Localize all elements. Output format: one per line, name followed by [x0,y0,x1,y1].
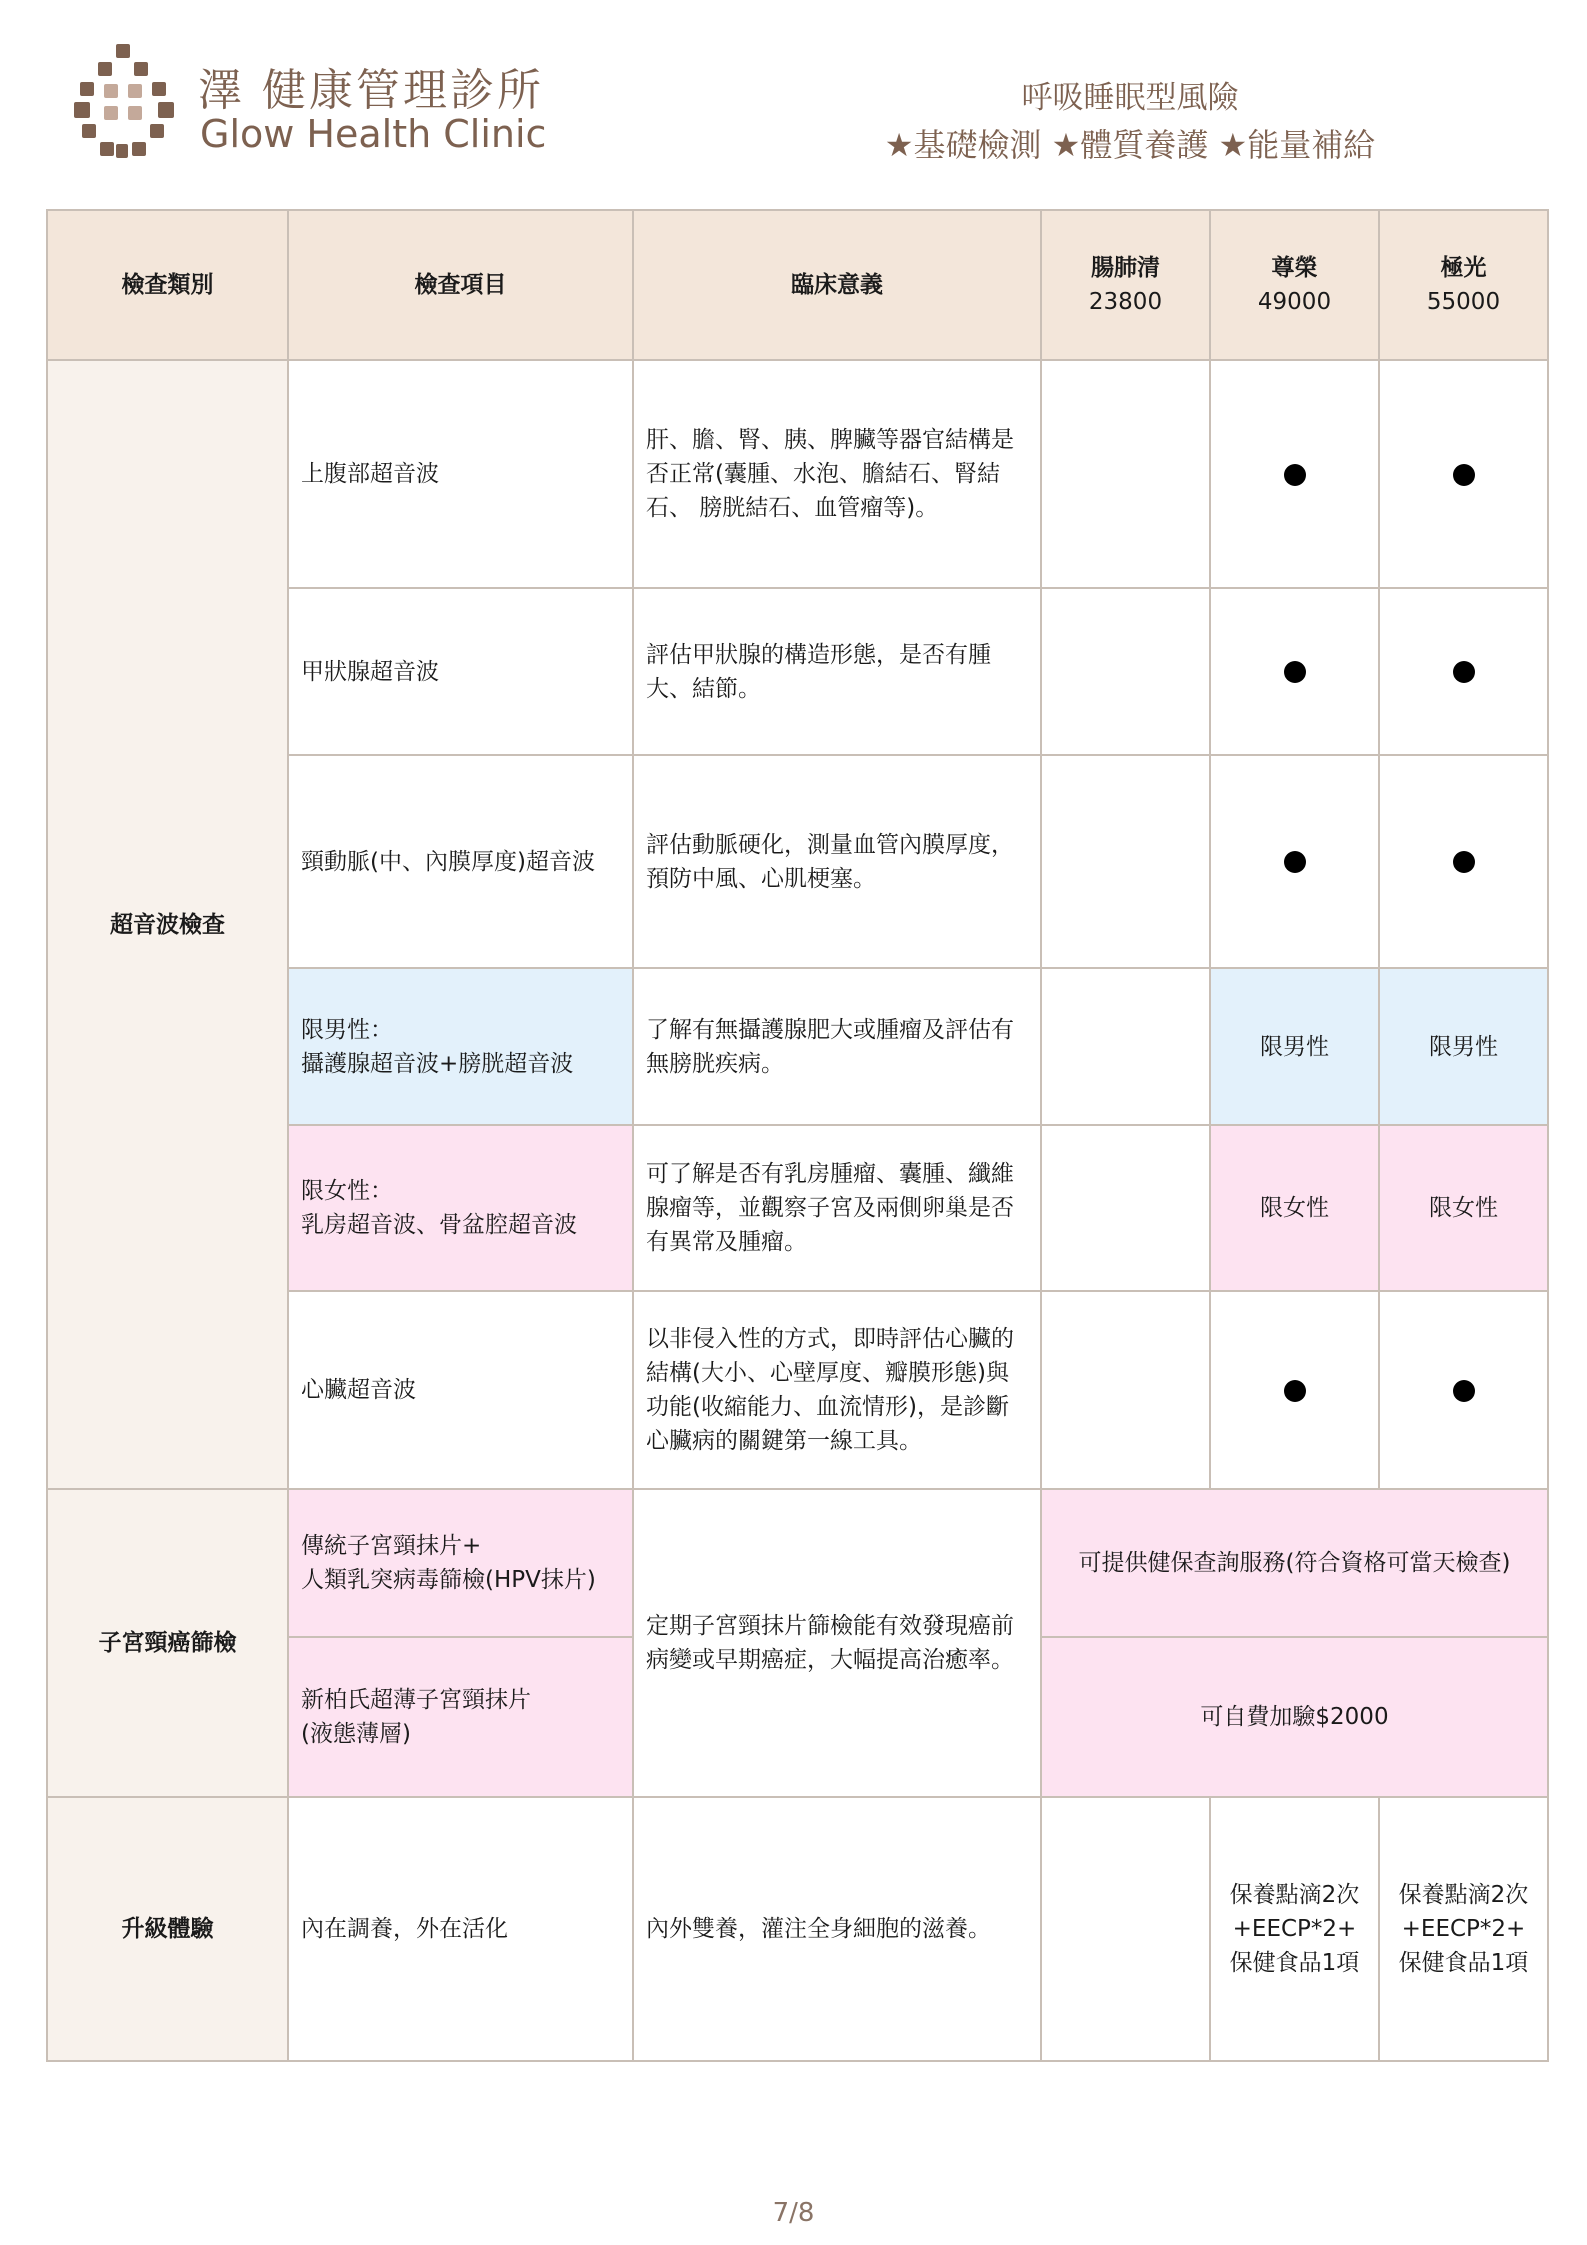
plan-1-cell [1041,968,1210,1125]
table-header-row [47,210,1548,360]
included-dot-icon [1453,1380,1475,1402]
item-cell: 限男性： 攝護腺超音波+膀胱超音波 [288,968,633,1125]
plan-1-price: 23800 [1088,289,1163,315]
item-cell: 內在調養，外在活化 [288,1797,633,2061]
plan-1-cell [1041,360,1210,588]
item-cell: 傳統子宮頸抹片+ 人類乳突病毒篩檢(HPV抹片) [288,1489,633,1637]
clinic-logo-icon [74,44,184,160]
plan-1-cell [1041,588,1210,755]
meaning-cell: 內外雙養，灌注全身細胞的滋養。 [633,1797,1041,2061]
category-ultrasound: 超音波檢查 [47,360,288,1489]
column-header-plan-1 [1041,210,1210,360]
plan-3-cell [1379,755,1548,968]
plan-2-cell [1210,1291,1379,1489]
table-row [47,360,1548,588]
plan-2-cell [1210,588,1379,755]
meaning-cell: 可了解是否有乳房腫瘤、囊腫、纖維腺瘤等，並觀察子宮及兩側卵巢是否有異常及腫瘤。 [633,1125,1041,1291]
included-dot-icon [1453,464,1475,486]
exam-table [46,209,1549,2062]
plan-1-cell [1041,1125,1210,1291]
item-cell: 上腹部超音波 [288,360,633,588]
plan-3-price: 55000 [1426,289,1501,315]
plan-2-cell [1210,360,1379,588]
included-dot-icon [1284,1380,1306,1402]
plan-3-name: 極光 [1440,255,1487,281]
plan-2-cell: 限女性 [1210,1125,1379,1291]
plan-1-cell [1041,755,1210,968]
column-header-item: 檢查項目 [288,210,633,360]
item-cell: 頸動脈(中、內膜厚度)超音波 [288,755,633,968]
included-dot-icon [1453,851,1475,873]
plan-2-cell: 保養點滴2次 +EECP*2+ 保健食品1項 [1210,1797,1379,2061]
table-row [47,1797,1548,2061]
plan-2-cell [1210,755,1379,968]
plan-3-cell [1379,360,1548,588]
table-row [47,1489,1548,1637]
column-header-category: 檢查類別 [47,210,288,360]
plan-2-name: 尊榮 [1271,255,1318,281]
meaning-cell: 評估動脈硬化，測量血管內膜厚度，預防中風、心肌梗塞。 [633,755,1041,968]
meaning-cell: 以非侵入性的方式，即時評估心臟的結構(大小、心壁厚度、瓣膜形態)與功能(收縮能力、血流情形)，是診斷心臟病的關鍵第一線工具。 [633,1291,1041,1489]
included-dot-icon [1453,661,1475,683]
item-cell: 甲狀腺超音波 [288,588,633,755]
plan-2-cell: 限男性 [1210,968,1379,1125]
item-cell: 限女性： 乳房超音波、骨盆腔超音波 [288,1125,633,1291]
clinic-name-chinese: 澤 健康管理診所 [198,65,544,116]
column-header-plan-2 [1210,210,1379,360]
plan-2-price: 49000 [1257,289,1332,315]
plan-3-cell: 限女性 [1379,1125,1548,1291]
plan-1-name: 腸肺清 [1091,255,1160,281]
column-header-meaning: 臨床意義 [633,210,1041,360]
package-subtitle: ★基礎檢測 ★體質養護 ★能量補給 [884,126,1376,164]
page-number: 7/8 [772,2198,815,2228]
meaning-cell: 肝、膽、腎、胰、脾臟等器官結構是否正常(囊腫、水泡、膽結石、腎結石、 膀胱結石、血管瘤等)。 [633,360,1041,588]
plan-1-cell [1041,1291,1210,1489]
page-header [0,0,1587,200]
category-cervical: 子宮頸癌篩檢 [47,1489,288,1797]
meaning-cell: 了解有無攝護腺肥大或腫瘤及評估有無膀胱疾病。 [633,968,1041,1125]
included-dot-icon [1284,464,1306,486]
meaning-cell: 評估甲狀腺的構造形態，是否有腫大、結節。 [633,588,1041,755]
plan-1-cell [1041,1797,1210,2061]
plan-3-cell [1379,1291,1548,1489]
plan-3-cell [1379,588,1548,755]
category-upgrade: 升級體驗 [47,1797,288,2061]
package-title: 呼吸睡眠型風險 [1021,80,1239,116]
item-cell: 心臟超音波 [288,1291,633,1489]
cervical-note-cell: 可提供健保查詢服務(符合資格可當天檢查) [1041,1489,1548,1637]
plan-3-cell: 保養點滴2次 +EECP*2+ 保健食品1項 [1379,1797,1548,2061]
included-dot-icon [1284,851,1306,873]
meaning-cell: 定期子宮頸抹片篩檢能有效發現癌前病變或早期癌症，大幅提高治癒率。 [633,1489,1041,1797]
cervical-note-cell: 可自費加驗$2000 [1041,1637,1548,1797]
included-dot-icon [1284,661,1306,683]
column-header-plan-3 [1379,210,1548,360]
item-cell: 新柏氏超薄子宮頸抹片 (液態薄層) [288,1637,633,1797]
plan-3-cell: 限男性 [1379,968,1548,1125]
clinic-name-english: Glow Health Clinic [200,112,547,156]
